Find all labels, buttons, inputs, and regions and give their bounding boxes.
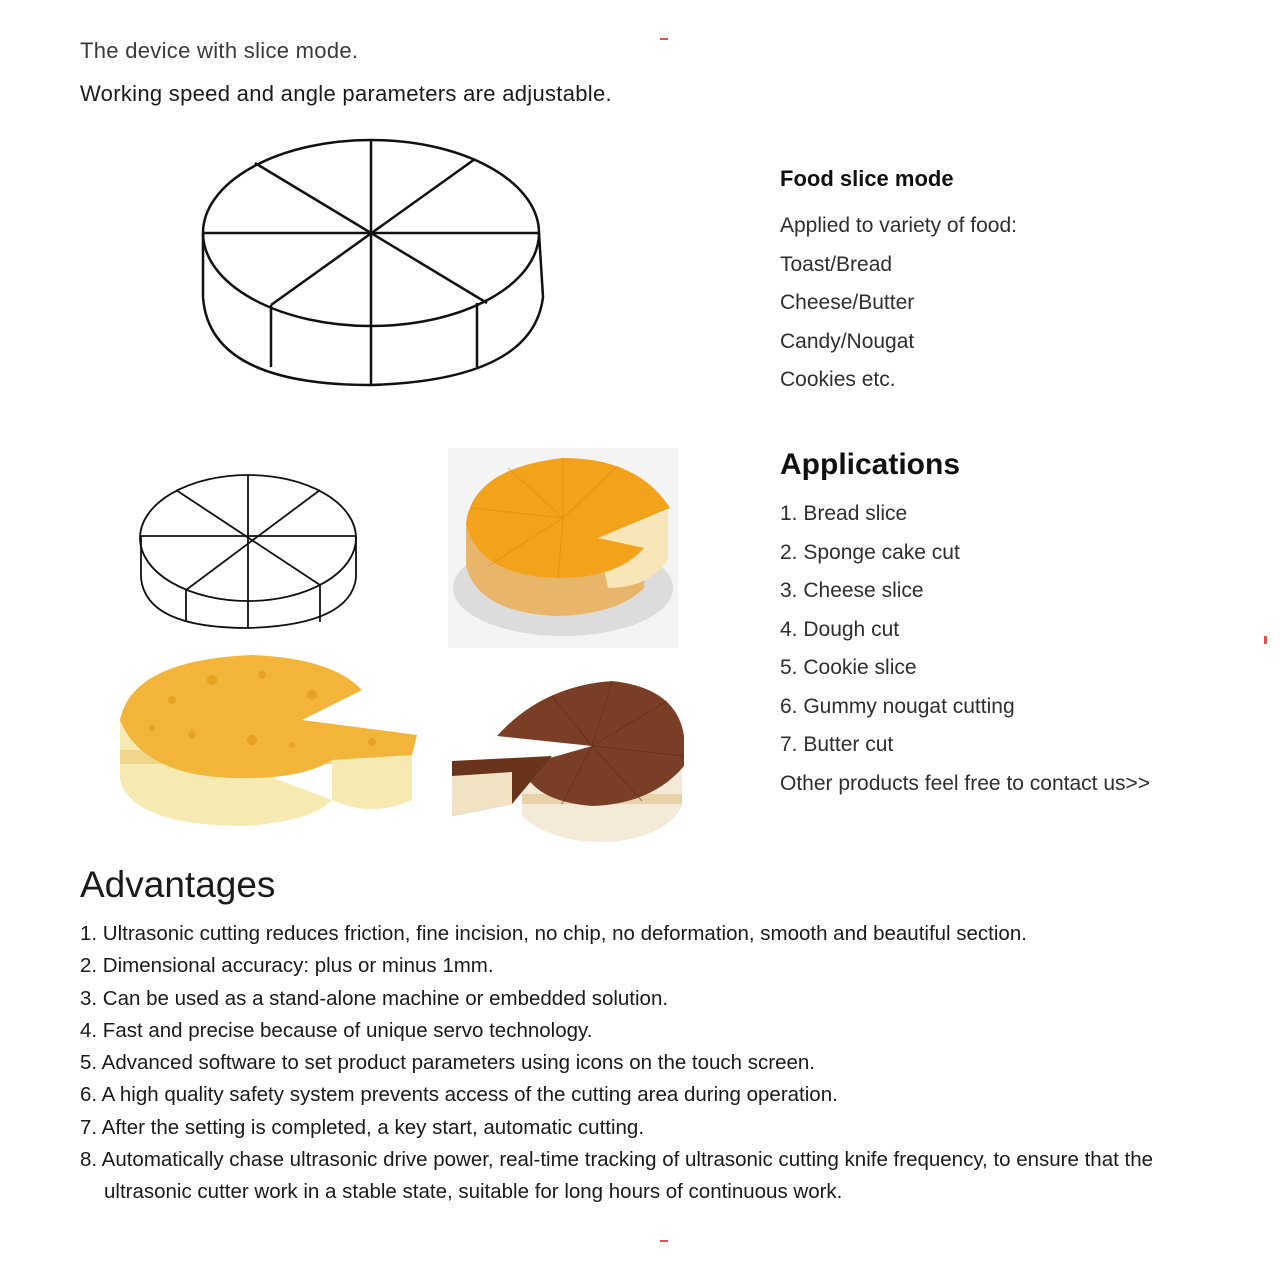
applications-section xyxy=(780,448,1250,810)
red-mark xyxy=(660,1240,668,1242)
advantage-item-continuation: ultrasonic cutter work in a stable state, suitable for long hours of continuous work. xyxy=(104,1180,843,1204)
application-item: 4. Dough cut xyxy=(780,617,900,641)
red-mark xyxy=(660,38,668,40)
advantage-item: 6. A high quality safety system prevents access of the cutting area during operation. xyxy=(80,1083,838,1107)
advantage-item: 8. Automatically chase ultrasonic drive power, real-time tracking of ultrasonic cutting knife frequency, to ensure that the xyxy=(80,1148,1153,1172)
food-slice-mode-section xyxy=(780,166,1240,407)
tiramisu-photo xyxy=(452,676,684,844)
intro-line-1: The device with slice mode. xyxy=(80,38,359,63)
red-mark xyxy=(1264,636,1267,644)
advantages-title: Advantages xyxy=(80,864,276,905)
application-item: 3. Cheese slice xyxy=(780,579,924,602)
advantages-section xyxy=(80,864,1240,1209)
slice-mode-line: Candy/Nougat xyxy=(780,329,915,353)
advantage-item: 7. After the setting is completed, a key start, automatic cutting. xyxy=(80,1115,645,1139)
advantage-item: 5. Advanced software to set product parameters using icons on the touch screen. xyxy=(80,1051,816,1075)
intro-line-2: Working speed and angle parameters are adjustable. xyxy=(80,81,612,106)
small-cake-slice-diagram xyxy=(138,470,368,640)
slice-mode-line: Cheese/Butter xyxy=(780,291,915,314)
application-item: 6. Gummy nougat cutting xyxy=(780,694,1015,718)
food-slice-mode-title: Food slice mode xyxy=(780,166,954,191)
cheesecake-photo xyxy=(448,448,678,648)
advantage-item: 2. Dimensional accuracy: plus or minus 1mm. xyxy=(80,954,494,978)
large-cake-slice-diagram xyxy=(195,135,555,395)
application-item: 7. Butter cut xyxy=(780,733,894,756)
advantage-item: 3. Can be used as a stand-alone machine or embedded solution. xyxy=(80,986,669,1010)
advantage-item: 1. Ultrasonic cutting reduces friction, fine incision, no chip, no deformation, smooth and beautiful section. xyxy=(80,922,1027,945)
slice-mode-line: Cookies etc. xyxy=(780,368,896,391)
slice-mode-line: Toast/Bread xyxy=(780,252,893,276)
application-item: 1. Bread slice xyxy=(780,502,908,525)
slice-mode-line: Applied to variety of food: xyxy=(780,214,1017,237)
advantage-item: 4. Fast and precise because of unique servo technology. xyxy=(80,1018,593,1042)
application-item: 5. Cookie slice xyxy=(780,656,917,679)
applications-title: Applications xyxy=(780,448,961,481)
application-item: 2. Sponge cake cut xyxy=(780,540,960,564)
contact-us-link[interactable]: Other products feel free to contact us>> xyxy=(780,771,1151,795)
floss-cake-photo xyxy=(112,650,422,830)
